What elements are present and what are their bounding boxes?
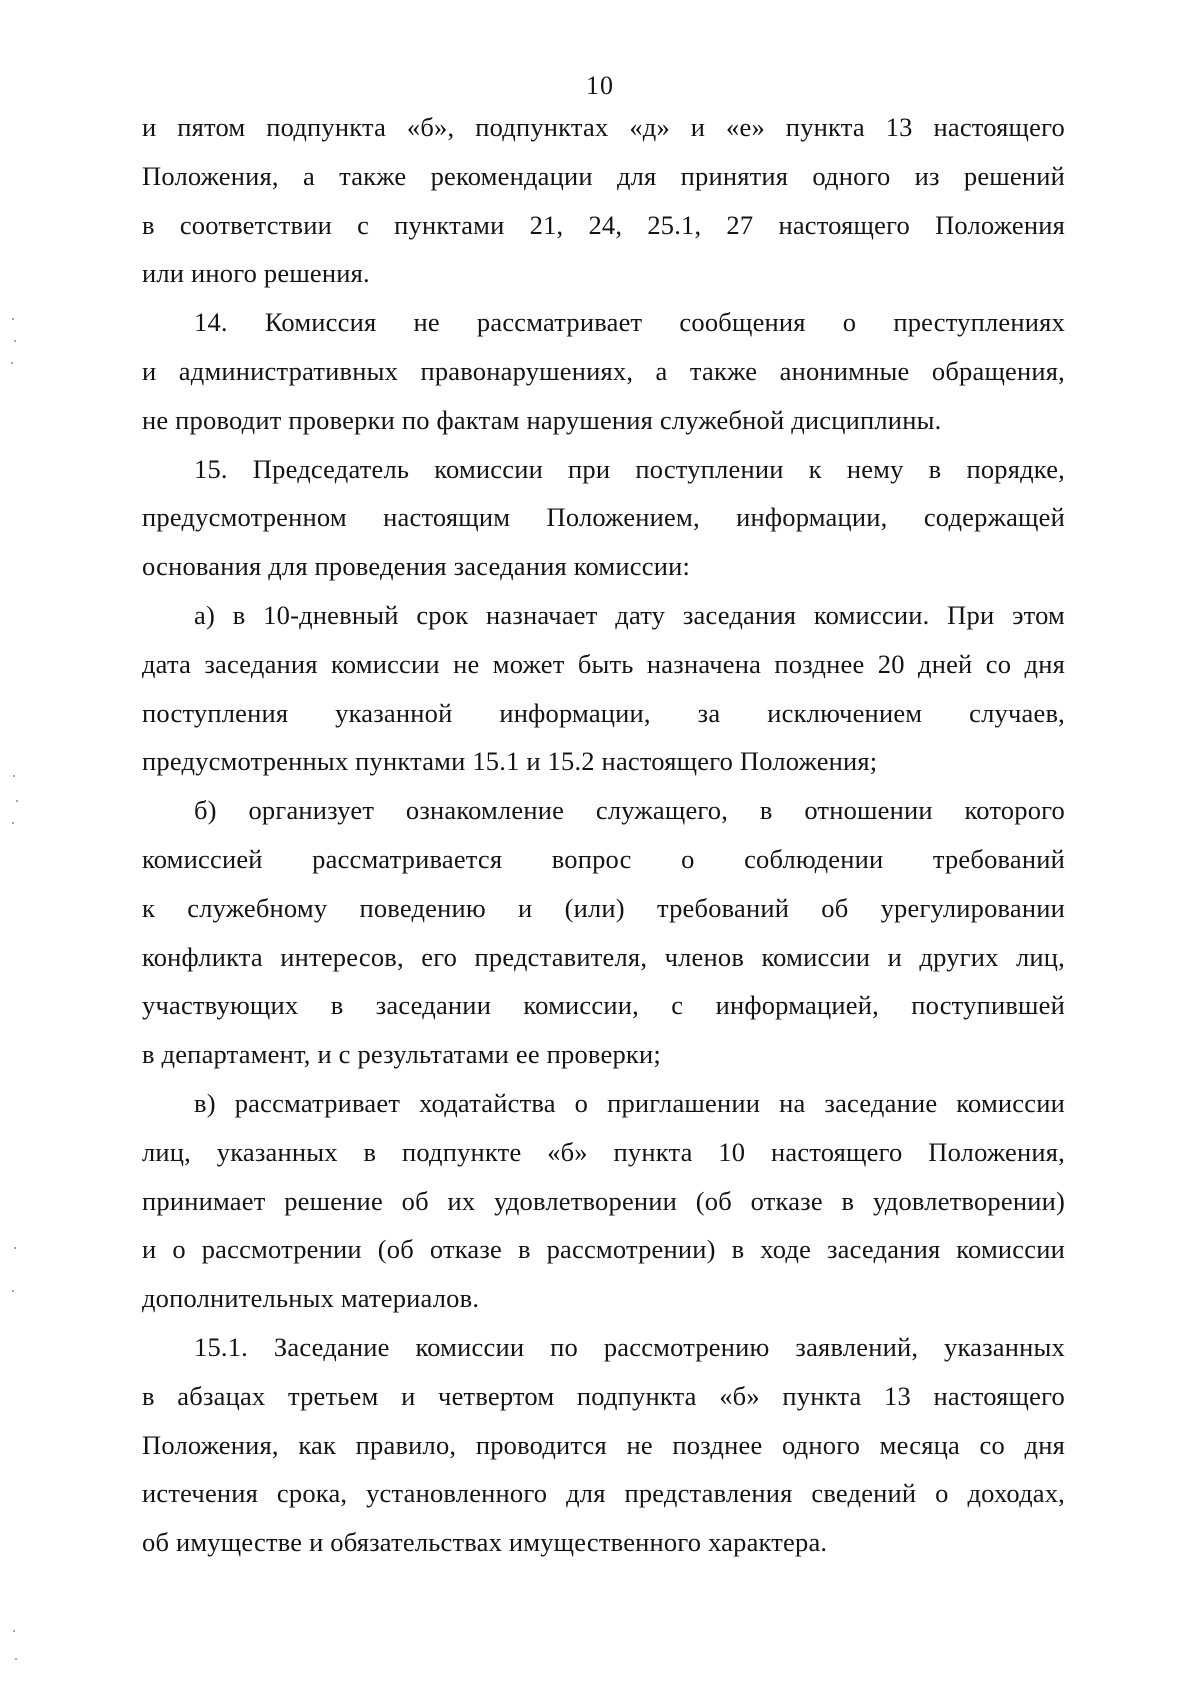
text-line: Положения, а также рекомендации для принятия одного из решений <box>142 160 1065 191</box>
paragraph-subitem-v <box>142 1079 1065 1323</box>
text-line: 14. Комиссия не рассматривает сообщения о преступлениях <box>194 307 1065 338</box>
scan-speck <box>12 1290 14 1292</box>
scan-speck <box>14 1247 16 1249</box>
text-line: не проводит проверки по фактам нарушения служебной дисциплины. <box>142 404 942 435</box>
scan-speck <box>13 1630 15 1632</box>
text-line: участвующих в заседании комиссии, с информацией, поступившей <box>142 990 1065 1021</box>
text-line: в департамент, и с результатами ее проверки; <box>142 1039 661 1070</box>
text-line: основания для проведения заседания комиссии: <box>142 551 691 582</box>
text-line: поступления указанной информации, за исключением случаев, <box>142 697 1065 728</box>
text-line: предусмотренных пунктами 15.1 и 15.2 настоящего Положения; <box>142 746 878 777</box>
paragraph <box>142 103 1065 298</box>
text-line: и пятом подпункта «б», подпунктах «д» и «е» пункта 13 настоящего <box>142 112 1065 142</box>
text-line: Положения, как правило, проводится не позднее одного месяца со дня <box>142 1429 1065 1460</box>
text-line: б) организует ознакомление служащего, в отношении которого <box>194 795 1065 826</box>
scan-speck <box>15 1658 17 1660</box>
text-line: дополнительных материалов. <box>142 1283 480 1314</box>
paragraph-subitem-b <box>142 786 1065 1079</box>
text-line: комиссией рассматривается вопрос о соблюдении требований <box>142 843 1065 874</box>
scan-speck <box>12 318 14 320</box>
text-line: в абзацах третьем и четвертом подпункта «б» пункта 13 настоящего <box>142 1380 1065 1411</box>
scan-speck <box>14 340 16 342</box>
text-line: к служебному поведению и (или) требований об урегулировании <box>142 892 1065 923</box>
text-line: и о рассмотрении (об отказе в рассмотрении) в ходе заседания комиссии <box>142 1234 1065 1265</box>
text-line: принимает решение об их удовлетворении (об отказе в удовлетворении) <box>142 1185 1065 1216</box>
scan-speck <box>16 800 18 802</box>
paragraph-item-14 <box>142 298 1065 444</box>
text-line: истечения срока, установленного для представления сведений о доходах, <box>142 1478 1065 1509</box>
text-line: лиц, указанных в подпункте «б» пункта 10 настоящего Положения, <box>142 1136 1065 1167</box>
scan-speck <box>11 362 13 364</box>
text-line: а) в 10-дневный срок назначает дату заседания комиссии. При этом <box>194 599 1065 630</box>
scan-speck <box>12 822 14 824</box>
text-line: 15. Председатель комиссии при поступлении к нему в порядке, <box>194 453 1065 484</box>
text-line: конфликта интересов, его представителя, членов комиссии и других лиц, <box>142 941 1065 972</box>
text-line: предусмотренном настоящим Положением, информации, содержащей <box>142 502 1065 533</box>
text-line: дата заседания комиссии не может быть назначена позднее 20 дней со дня <box>142 648 1065 679</box>
document-body <box>142 103 1065 1567</box>
text-line: в соответствии с пунктами 21, 24, 25.1, 27 настоящего Положения <box>142 209 1065 240</box>
text-line: и административных правонарушениях, а также анонимные обращения, <box>142 355 1065 386</box>
text-line: в) рассматривает ходатайства о приглашении на заседание комиссии <box>194 1087 1065 1118</box>
text-line: или иного решения. <box>142 258 370 289</box>
paragraph-item-15-1 <box>142 1323 1065 1567</box>
text-line: об имуществе и обязательствах имущественного характера. <box>142 1527 828 1558</box>
page-number: 10 <box>586 71 614 100</box>
paragraph-item-15 <box>142 445 1065 591</box>
paragraph-subitem-a <box>142 591 1065 786</box>
scan-speck <box>13 775 15 777</box>
text-line: 15.1. Заседание комиссии по рассмотрению заявлений, указанных <box>194 1331 1065 1362</box>
